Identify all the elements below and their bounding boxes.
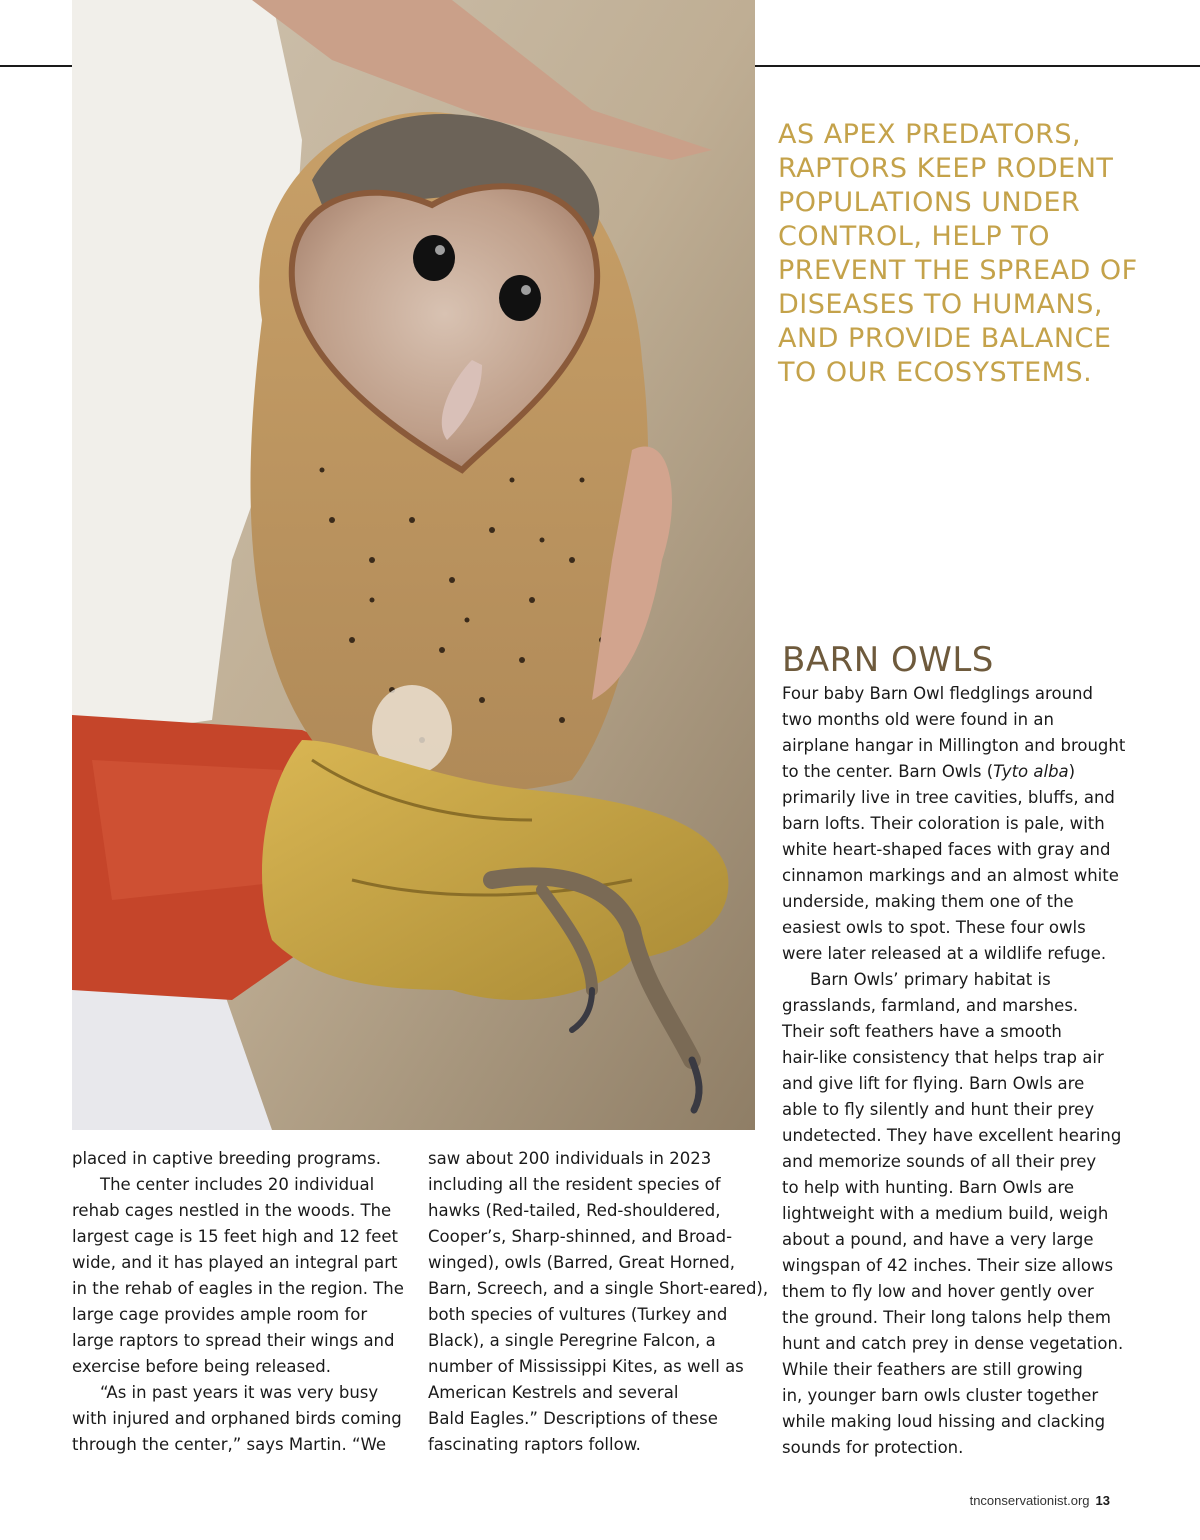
pull-quote-line: DISEASES TO HUMANS, [778, 289, 1103, 320]
text-line: largest cage is 15 feet high and 12 feet [72, 1227, 398, 1246]
text-line: Barn, Screech, and a single Short-eared), [428, 1279, 769, 1298]
text-line: while making loud hissing and clacking [782, 1412, 1106, 1431]
text-line: two months old were found in an [782, 710, 1054, 729]
text-line: placed in captive breeding programs. [72, 1149, 381, 1168]
text-line: grasslands, farmland, and marshes. [782, 996, 1079, 1015]
body-column-middle [428, 1146, 768, 1458]
text-fragment: ) [1068, 762, 1076, 781]
text-line: rehab cages nestled in the woods. The [72, 1201, 392, 1220]
text-line: exercise before being released. [72, 1357, 331, 1376]
pull-quote [778, 118, 1178, 390]
page-footer [970, 1493, 1110, 1508]
text-line: sounds for protection. [782, 1438, 964, 1457]
text-line: large raptors to spread their wings and [72, 1331, 395, 1350]
text-line: and give lift for flying. Barn Owls are [782, 1074, 1085, 1093]
pull-quote-line: CONTROL, HELP TO [778, 221, 1051, 252]
text-line: about a pound, and have a very large [782, 1230, 1094, 1249]
text-line: underside, making them one of the [782, 892, 1074, 911]
pull-quote-line: RAPTORS KEEP RODENT [778, 153, 1114, 184]
text-line: the ground. Their long talons help them [782, 1308, 1111, 1327]
section-heading: BARN OWLS [782, 640, 994, 680]
text-line: through the center,” says Martin. “We [72, 1435, 387, 1454]
text-line: able to fly silently and hunt their prey [782, 1100, 1095, 1119]
text-line: “As in past years it was very busy [100, 1383, 379, 1402]
text-line: number of Mississippi Kites, as well as [428, 1357, 744, 1376]
website-link[interactable]: tnconservationist.org [969, 1493, 1090, 1508]
barn-owl-photo [72, 0, 755, 1130]
body-column-right [782, 681, 1126, 1461]
text-line: airplane hangar in Millington and brought [782, 736, 1126, 755]
body-column-left [72, 1146, 412, 1458]
text-line: wide, and it has played an integral part [72, 1253, 398, 1272]
text-line: hair-like consistency that helps trap air [782, 1048, 1104, 1067]
text-line: winged), owls (Barred, Great Horned, [428, 1253, 735, 1272]
text-line: Bald Eagles.” Descriptions of these [428, 1409, 718, 1428]
pull-quote-line: AS APEX PREDATORS, [778, 119, 1082, 150]
text-line: American Kestrels and several [428, 1383, 679, 1402]
scientific-name: Tyto alba [993, 762, 1069, 781]
text-line: with injured and orphaned birds coming [72, 1409, 402, 1428]
text-line: large cage provides ample room for [72, 1305, 368, 1324]
text-line: were later released at a wildlife refuge. [782, 944, 1107, 963]
text-line: to help with hunting. Barn Owls are [782, 1178, 1075, 1197]
text-line: saw about 200 individuals in 2023 [428, 1149, 712, 1168]
pull-quote-line: PREVENT THE SPREAD OF [778, 255, 1138, 286]
page-number: 13 [1095, 1493, 1110, 1508]
text-line [782, 759, 1122, 785]
text-line: in the rehab of eagles in the region. The [72, 1279, 404, 1298]
text-line: easiest owls to spot. These four owls [782, 918, 1086, 937]
text-line: them to fly low and hover gently over [782, 1282, 1094, 1301]
header-rule-left [0, 65, 72, 67]
text-line: in, younger barn owls cluster together [782, 1386, 1099, 1405]
text-line: white heart-shaped faces with gray and [782, 840, 1111, 859]
text-line: wingspan of 42 inches. Their size allows [782, 1256, 1114, 1275]
text-line: While their feathers are still growing [782, 1360, 1083, 1379]
pull-quote-line: POPULATIONS UNDER [778, 187, 1081, 218]
text-line: Their soft feathers have a smooth [782, 1022, 1062, 1041]
text-line: undetected. They have excellent hearing [782, 1126, 1122, 1145]
text-line: and memorize sounds of all their prey [782, 1152, 1097, 1171]
text-line: fascinating raptors follow. [428, 1435, 641, 1454]
text-line: The center includes 20 individual [100, 1175, 375, 1194]
text-line: hawks (Red-tailed, Red-shouldered, [428, 1201, 721, 1220]
pull-quote-line: AND PROVIDE BALANCE [778, 323, 1112, 354]
text-line: including all the resident species of [428, 1175, 721, 1194]
text-line: Cooper’s, Sharp-shinned, and Broad- [428, 1227, 733, 1246]
text-line: hunt and catch prey in dense vegetation. [782, 1334, 1124, 1353]
text-line: both species of vultures (Turkey and [428, 1305, 728, 1324]
text-line: barn lofts. Their coloration is pale, with [782, 814, 1105, 833]
text-fragment: to the center. Barn Owls ( [782, 762, 994, 781]
text-line: cinnamon markings and an almost white [782, 866, 1119, 885]
text-line: primarily live in tree cavities, bluffs, and [782, 788, 1115, 807]
text-line: Four baby Barn Owl fledglings around [782, 684, 1093, 703]
text-line: lightweight with a medium build, weigh [782, 1204, 1109, 1223]
text-line: Black), a single Peregrine Falcon, a [428, 1331, 716, 1350]
pull-quote-line: TO OUR ECOSYSTEMS. [778, 357, 1093, 388]
header-rule-right [755, 65, 1200, 67]
text-line: Barn Owls’ primary habitat is [810, 970, 1051, 989]
